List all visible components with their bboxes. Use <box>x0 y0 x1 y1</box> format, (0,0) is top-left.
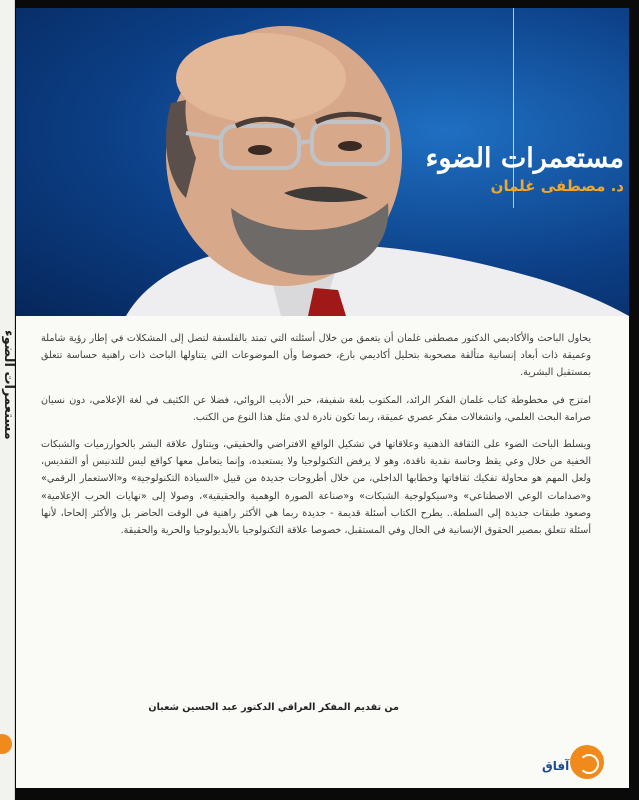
author-banner <box>16 8 629 316</box>
foreword-credit: من تقديم المفكر العراقي الدكتور عبد الحسين شعبان <box>148 702 399 713</box>
paragraph: يحاول الباحث والأكاديمي الدكتور مصطفى غلمان أن يتعمق من خلال أسئلته التي تمتد بالفلسفة لتصل إلى المشكلات في إطار رؤية شاملة وعميقة ذات أبعاد إنسانية متألقة مصحوبة بتحليل أكاديمي بارع، خصوصا وأن الموضوعات التي يتناولها الباحث ذات راهنية حساسة تتعلق بمستقبل البشرية. <box>41 333 591 379</box>
paragraph: ويسلط الباحث الضوء على الثقافة الذهنية وعلاقاتها في تشكيل الواقع الافتراضي والحقيقي، ويتناول علاقة البشر بالخوارزميات والشبكات الخفية من خلال وعي يقظ وحاسة نقدية ناقدة، وهو لا يرفض التكنولوجيا ولا يستعبده، وإنما يتعامل معها كواقع ليس للتدنيس أو التقديس، ولعل المهم هو محاولة تفكيك ثقافاتها وخطابها الداخلي، من خلال أطروحات جديدة من قبيل «السيادة التكنولوجية» و«الاستعمار الرقمي» و«صدامات الوعي الاصطناعي» و«سيكولوجية الشبكات» و«صناعة الصورة الوهمية والحقيقية»، وصولا إلى «نهايات الحرب الإعلامية» وصعود طبقات جديدة إلى السلطة.. يطرح الكتاب أسئلة قديمة - جديدة ربما هي الأكثر راهنية في الوقت الحاضر بل والأكثر إلحاحا، لأنها أسئلة تتعلق بمصير الحقوق الإنسانية في الحال وفي المستقبل، خصوصا علاقة التكنولوجيا بالأيديولوجيا والحرية والحقيقة. <box>41 439 591 537</box>
back-cover <box>16 8 629 788</box>
publisher-icon <box>570 745 604 779</box>
book-spine <box>0 0 15 800</box>
spine-title: مستعمرات الضوء <box>1 330 16 440</box>
book-title: مستعمرات الضوء <box>425 143 624 174</box>
author-name: د. مصطفى غلمان <box>490 177 624 196</box>
publisher-name: آفاق <box>542 759 570 773</box>
spine-publisher-logo <box>0 734 12 754</box>
paragraph: امتزج في مخطوطة كتاب غلمان الفكر الرائد، المكتوب بلغة شفيفة، حبر الأديب الروائي، فضلا عن الكثيف في لغة الإعلامي، دون نسيان صرامة البحث العلمي، وانشغالات مفكر عصري عميقة، ربما تكون نادرة لدى مثل هذا النوع من الكتب. <box>41 394 591 423</box>
back-cover-text <box>41 330 591 549</box>
publisher-logo <box>542 745 606 785</box>
title-block <box>324 143 624 195</box>
